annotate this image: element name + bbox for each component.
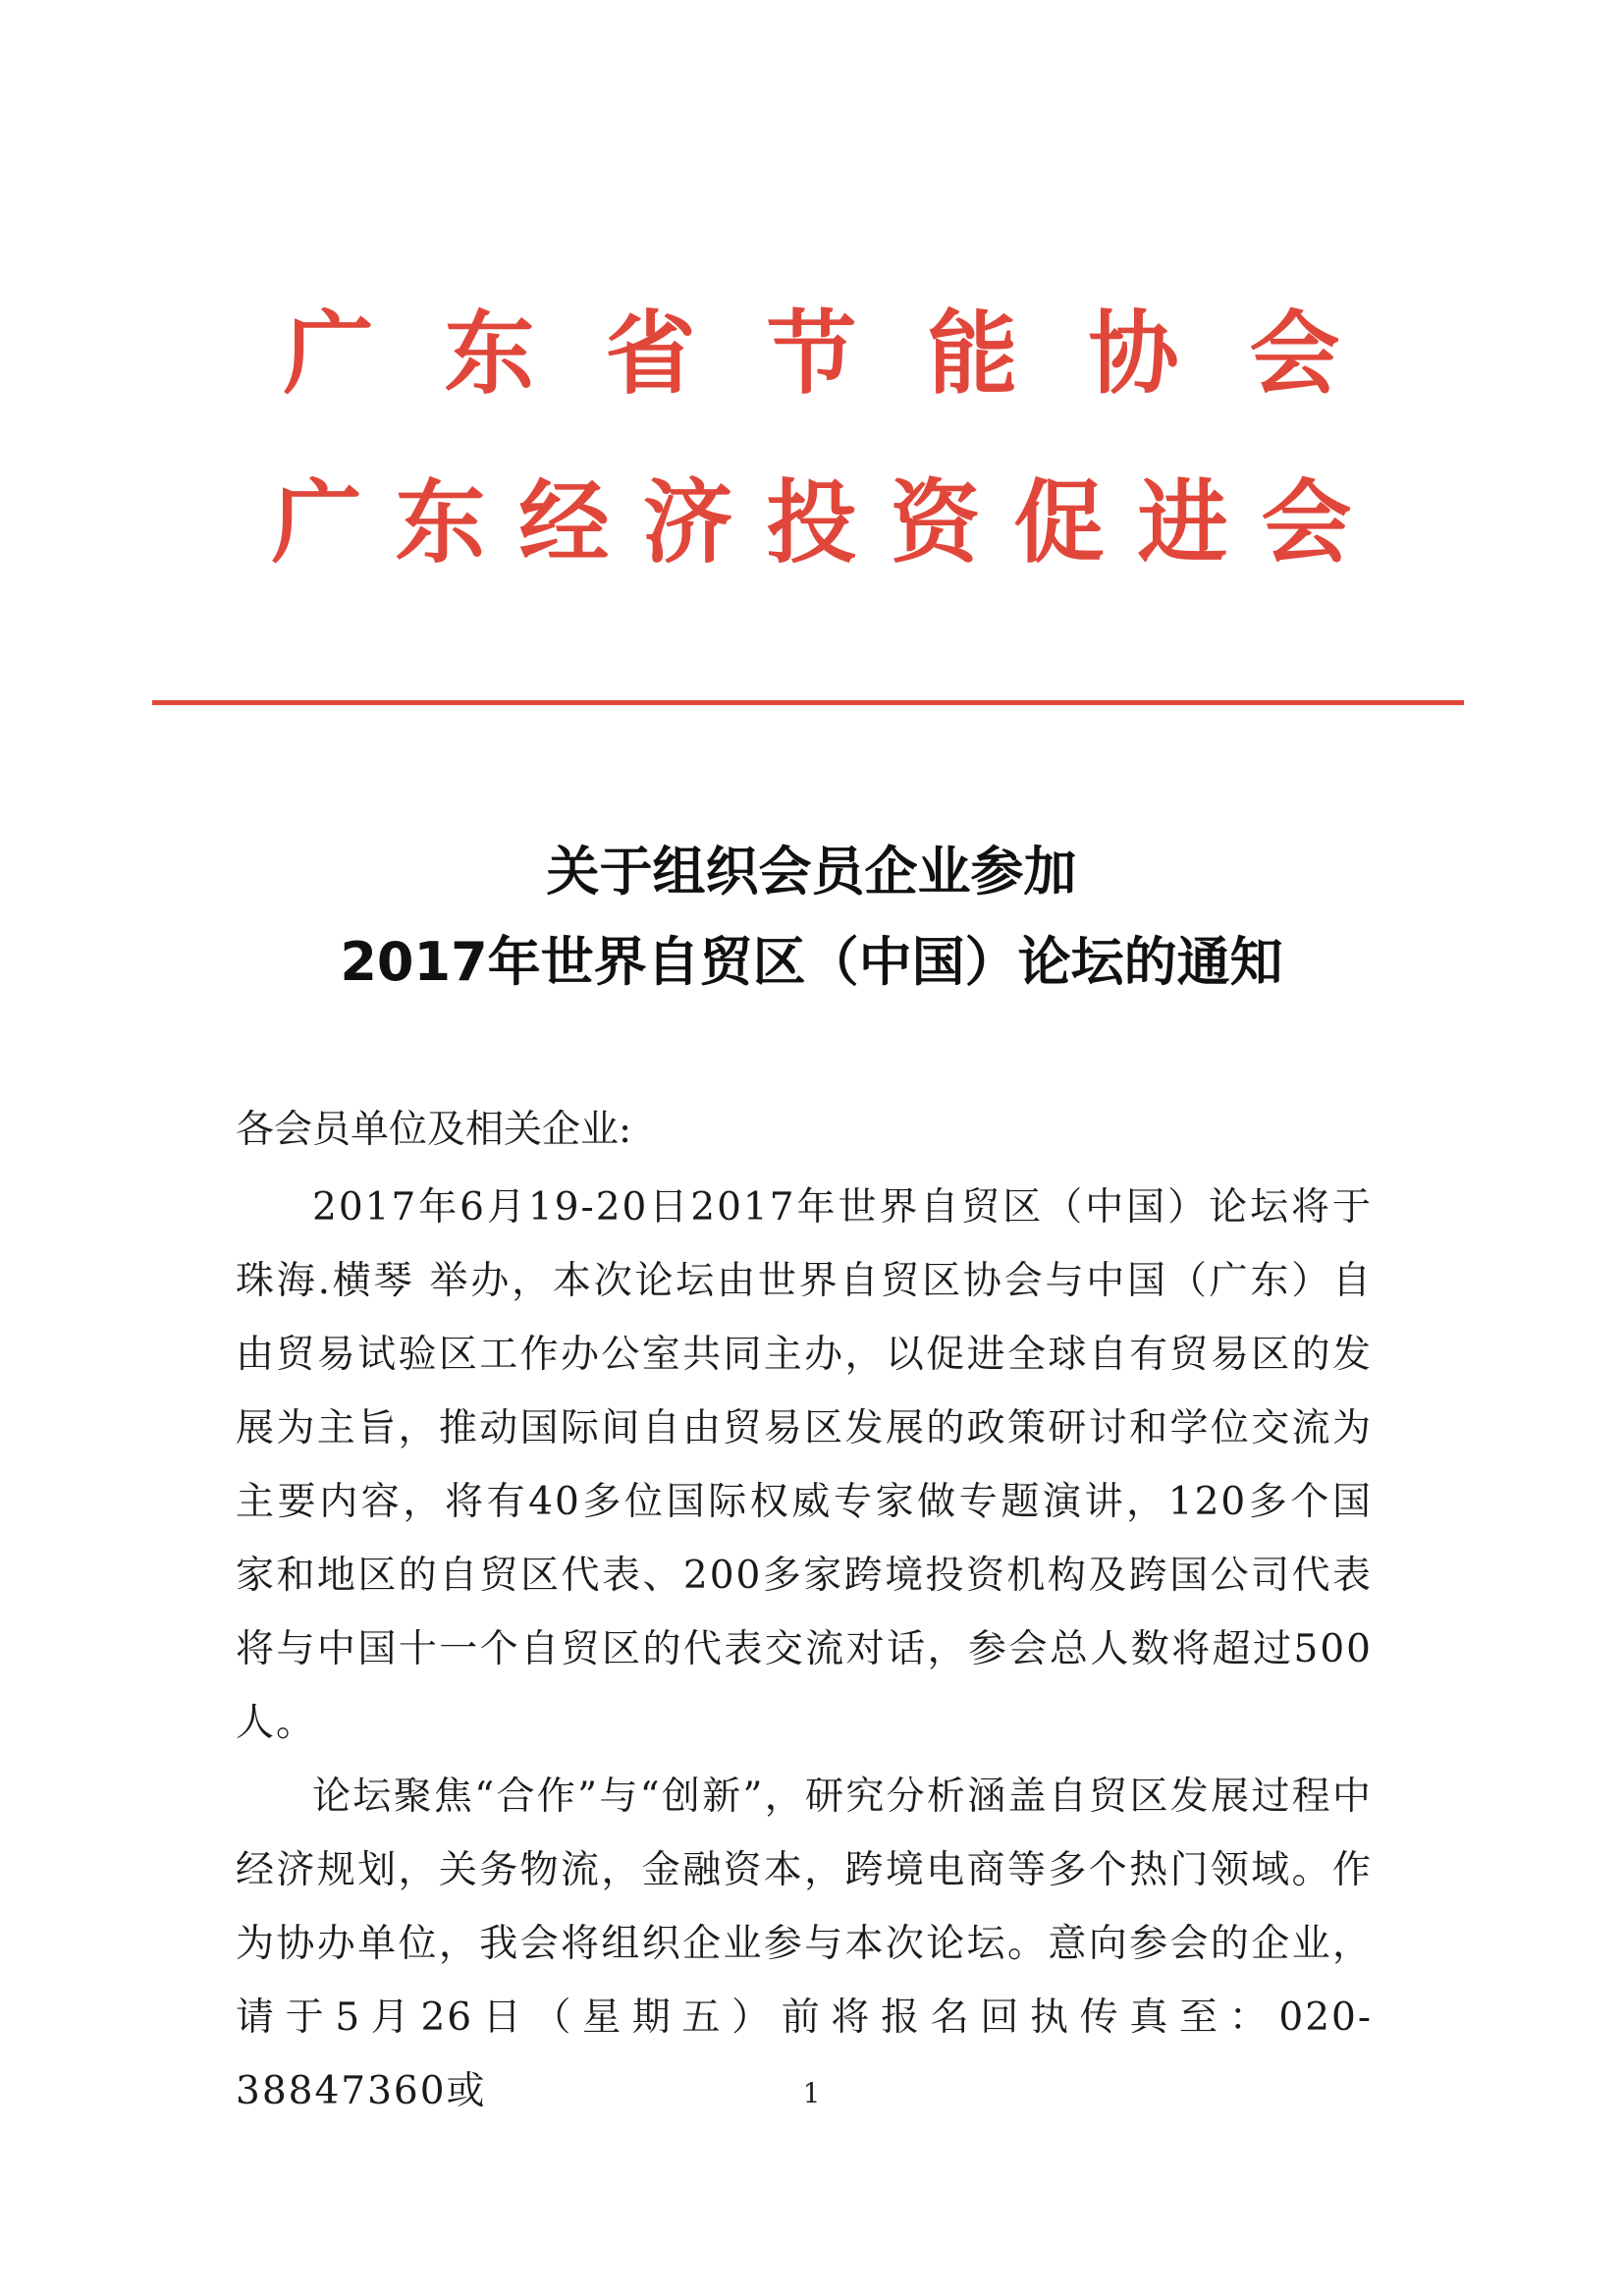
page-number: 1 bbox=[802, 2077, 821, 2109]
document-title-line-1: 关于组织会员企业参加 bbox=[546, 841, 1077, 902]
document-title-line-2: 2017年世界自贸区（中国）论坛的通知 bbox=[340, 931, 1283, 993]
body-paragraph-1: 2017年6月19-20日2017年世界自贸区（中国）论坛将于珠海.横琴 举办，本次论坛由世界自贸区协会与中国（广东）自由贸易试验区工作办公室共同主办，以促进全球自有贸易区的发展为主旨，推动国际间自由贸易区发展的政策研讨和学位交流为主要内容，将有40多位国际权威专家做专题演讲，120多个国家和地区的自贸区代表、200多家跨境投资机构及跨国公司代表将与中国十一个自贸区的代表交流对话，参会总人数将超过500人。 bbox=[236, 1185, 1373, 1745]
header-org-name-1: 广东省节能协会 bbox=[283, 301, 1411, 407]
body-paragraph-2: 论坛聚焦“合作”与“创新”，研究分析涵盖自贸区发展过程中经济规划，关务物流，金融资本，跨境电商等多个热门领域。作为协办单位，我会将组织企业参与本次论坛。意向参会的企业，请于5月26日（星期五）前将报名回执传真至：020-38847360或 bbox=[236, 1775, 1373, 2113]
salutation: 各会员单位及相关企业: bbox=[236, 1108, 632, 1152]
header-divider bbox=[152, 700, 1464, 705]
header-org-name-2: 广东经济投资促进会 bbox=[271, 469, 1385, 575]
